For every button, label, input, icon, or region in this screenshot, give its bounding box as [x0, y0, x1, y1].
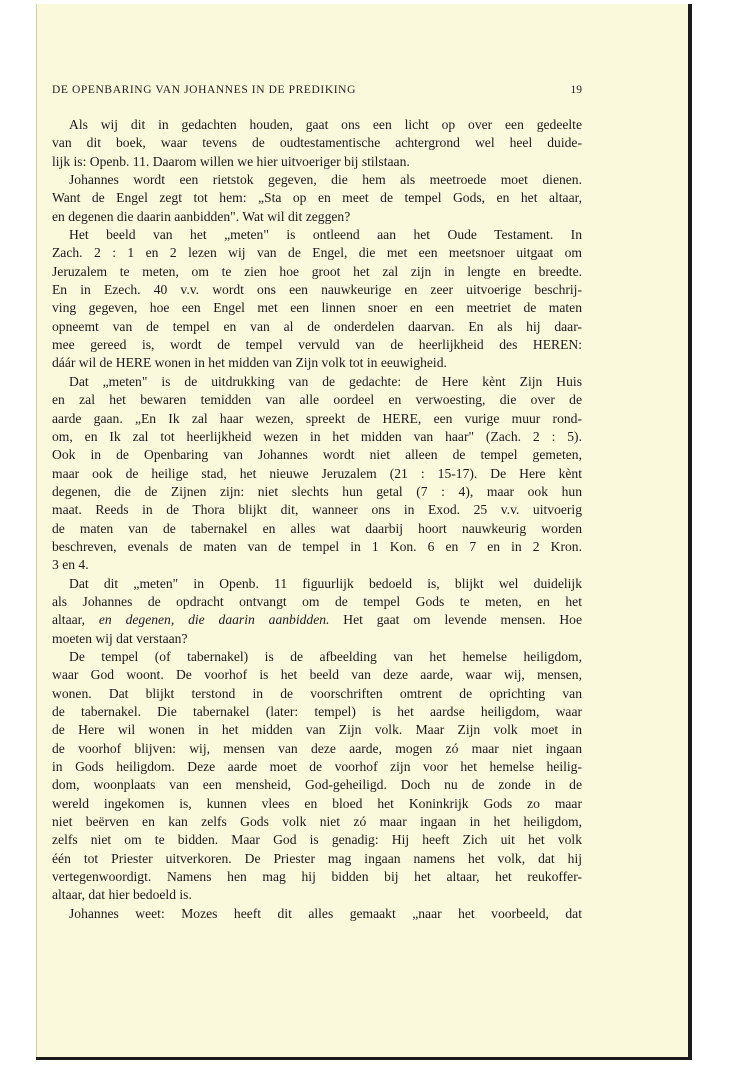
text-line-content: waar God woont. De voorhof is het beeld van deze aarde, waar wij, mensen, — [52, 667, 582, 683]
text-line — [52, 556, 582, 574]
text-line — [52, 373, 582, 391]
running-header — [52, 84, 582, 96]
text-line-content: Zach. 2 : 1 en 2 lezen wij van de Engel, die met een meetsnoer uitgaat om — [52, 245, 582, 261]
text-line — [52, 630, 582, 648]
text-line — [52, 611, 582, 629]
text-line-content: opneemt van de tempel en van al de onderdelen daarvan. En als hij daar- — [52, 318, 582, 334]
text-line — [52, 465, 582, 483]
text-line — [52, 299, 582, 317]
text-line-content: in Gods heiligdom. Deze aarde moet de voorhof zijn voor het hemelse heilig- — [52, 759, 582, 775]
text-line — [52, 153, 582, 171]
text-line — [52, 538, 582, 556]
text-line-content: de tabernakel. Die tabernakel (later: tempel) is het aardse heiligdom, waar — [52, 704, 582, 719]
text-line — [52, 868, 582, 886]
text-line-content: dáár wil de HERE wonen in het midden van Zijn volk tot in eeuwigheid. — [52, 355, 447, 371]
text-line-content: 3 en 4. — [52, 557, 89, 573]
text-line-content: vertegenwoordigt. Namens hen mag hij bidden bij het altaar, het reukoffer- — [52, 869, 582, 885]
text-line-content: Dat „meten" is de uitdrukking van de gedachte: de Here kènt Zijn Huis — [69, 373, 582, 389]
text-line — [52, 795, 582, 813]
text-line — [52, 685, 582, 703]
italic-quote: en degenen, die daarin aanbidden. — [98, 612, 330, 628]
text-line — [52, 134, 582, 152]
text-line-content: beschreven, evenals de maten van de tempel in 1 Kon. 6 en 7 en in 2 Kron. — [52, 538, 582, 554]
text-line — [52, 446, 582, 464]
text-line-content: altaar, — [52, 612, 86, 628]
text-line-content: dom, woonplaats van een mensheid, God-geheiligd. Doch nu de zonde in de — [52, 777, 582, 793]
text-line-content: Als wij dit in gedachten houden, gaat ons een licht op over een gedeelte — [69, 117, 582, 132]
text-line — [52, 520, 582, 538]
text-line — [52, 171, 582, 189]
text-line — [52, 813, 582, 831]
text-line — [52, 721, 582, 739]
running-title: DE OPENBARING VAN JOHANNES IN DE PREDIKING — [52, 84, 356, 96]
page-edge-shadow-right — [688, 4, 692, 1060]
text-line-content: altaar, dat hier bedoeld is. — [52, 887, 192, 903]
text-line-content: en degenen die daarin aanbidden". Wat wil dit zeggen? — [52, 208, 351, 224]
text-line-content: Ook in de Openbaring van Johannes wordt niet alleen de tempel gemeten, — [52, 447, 582, 463]
text-line-content: Dat dit „meten" in Openb. 11 figuurlijk bedoeld is, blijkt wel duidelijk — [69, 575, 582, 591]
text-line-content: degenen, die de Zijnen zijn: niet slechts hun getal (7 : 4), maar ook hun — [52, 483, 582, 499]
text-line — [52, 648, 582, 666]
text-line — [52, 208, 582, 226]
text-line — [52, 189, 582, 207]
text-line-content: om, en Ik zal tot heerlijkheid wezen in het midden van haar" (Zach. 2 : 5). — [52, 428, 582, 444]
text-line — [52, 318, 582, 336]
text-line-content: Want de Engel zegt tot hem: „Sta op en meet de tempel Gods, en het altaar, — [52, 190, 582, 206]
text-line-content: de voorhof blijven: wij, mensen van deze aarde, mogen zó maar niet ingaan — [52, 740, 582, 756]
text-line — [52, 244, 582, 262]
text-line-content: lijk is: Openb. 11. Daarom willen we hier uitvoeriger bij stilstaan. — [52, 153, 410, 169]
text-line — [52, 410, 582, 428]
text-line-content: ving gegeven, hoe een Engel met een linnen snoer en een meetriet de maten — [52, 300, 582, 316]
text-line-content: aarde gaan. „En Ik zal haar wezen, spreekt de HERE, een vurige muur rond- — [52, 410, 582, 426]
text-line — [52, 483, 582, 501]
text-line-content: De tempel (of tabernakel) is de afbeelding van het hemelse heiligdom, — [69, 648, 582, 664]
text-line — [52, 336, 582, 354]
text-line — [52, 886, 582, 904]
text-line-content: mee gereed is, wordt de tempel vervuld van de heerlijkheid des HEREN: — [52, 337, 582, 353]
text-line — [52, 354, 582, 372]
text-line-content: en zal het bewaren temidden van alle oordeel en verwoesting, die over de — [52, 392, 582, 408]
text-line-content: één tot Priester uitverkoren. De Priester mag ingaan namens het volk, dat hij — [52, 850, 582, 866]
text-line-content: Jeruzalem te meten, om te zien hoe groot het zal zijn in lengte en breedte. — [52, 263, 582, 279]
text-line — [52, 575, 582, 593]
text-line — [52, 428, 582, 446]
page-edge-shadow-bottom — [36, 1057, 692, 1060]
text-line — [52, 593, 582, 611]
text-line — [52, 740, 582, 758]
text-line-content: als Johannes de opdracht ontvangt om de tempel Gods te meten, en het — [52, 593, 582, 609]
text-line — [52, 776, 582, 794]
text-line — [52, 391, 582, 409]
text-line-content: de maten van de tabernakel en alles wat daarbij hoort nauwkeurig worden — [52, 520, 582, 536]
text-line-content: En in Ezech. 40 v.v. wordt ons een nauwkeurige en zeer uitvoerige beschrij- — [52, 282, 582, 298]
text-line-content: maat. Reeds in de Thora blijkt dit, wanneer ons in Exod. 25 v.v. uitvoerig — [52, 502, 582, 518]
text-line — [52, 501, 582, 519]
page-number: 19 — [570, 84, 582, 96]
text-line-content: Johannes wordt een rietstok gegeven, die hem als meetroede moet dienen. — [69, 172, 582, 188]
text-line-content: Johannes weet: Mozes heeft dit alles gemaakt „naar het voorbeeld, dat — [69, 905, 582, 921]
text-line — [52, 850, 582, 868]
text-line — [52, 703, 582, 721]
text-line — [52, 666, 582, 684]
text-line — [52, 758, 582, 776]
text-line — [52, 831, 582, 849]
text-line-content: niet beërven en kan zelfs Gods volk niet zó maar ingaan in het heiligdom, — [52, 814, 582, 830]
text-line-content: wereld ingekomen is, kunnen vlees en bloed het Koninkrijk Gods zo maar — [52, 795, 582, 811]
body-text — [52, 116, 582, 923]
text-line-continuation: Het gaat om levende mensen. Hoe — [343, 612, 582, 628]
text-line-content: Het beeld van het „meten" is ontleend aan het Oude Testament. In — [69, 227, 582, 243]
text-line — [52, 116, 582, 134]
text-line-content: zelfs niet om te bidden. Maar God is genadig: Hij heeft Zich uit het volk — [52, 832, 582, 848]
text-line-content: de Here wil wonen in het midden van Zijn volk. Maar Zijn volk moet in — [52, 722, 582, 738]
text-line-content: wonen. Dat blijkt terstond in de voorschriften omtrent de oprichting van — [52, 685, 582, 701]
text-line — [52, 905, 582, 923]
text-line-content: maar ook de heilige stad, het nieuwe Jeruzalem (21 : 15-17). De Here kènt — [52, 465, 582, 481]
text-line-content: moeten wij dat verstaan? — [52, 630, 188, 646]
text-line — [52, 226, 582, 244]
text-line — [52, 263, 582, 281]
text-line-content: van dit boek, waar tevens de oudtestamentische achtergrond wel heel duide- — [52, 135, 582, 151]
text-line — [52, 281, 582, 299]
